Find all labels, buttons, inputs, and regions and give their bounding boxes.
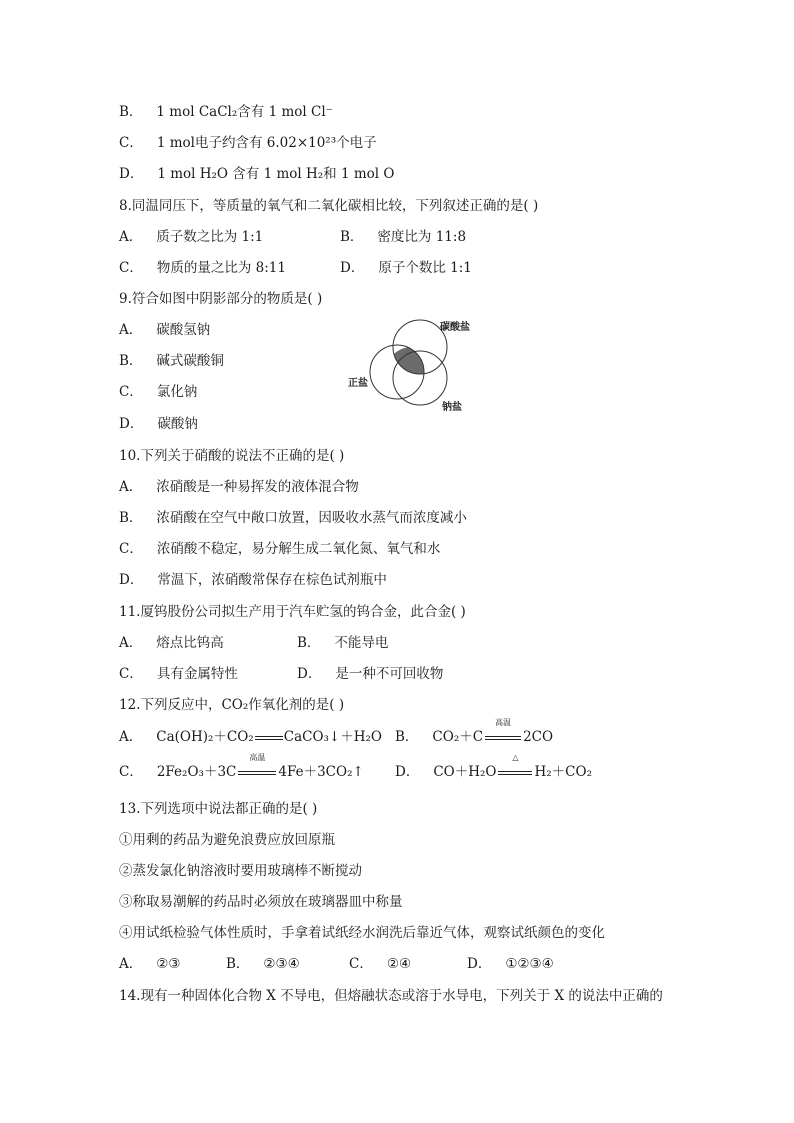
reaction-arrow (496, 753, 534, 782)
option-text: 具有金属特性 (156, 666, 238, 682)
venn-diagram (340, 316, 470, 416)
option-text: 1 mol H₂O 含有 1 mol H₂和 1 mol O (157, 166, 395, 182)
q13-statement-4: ④用试纸检验气体性质时，手拿着试纸经水润洗后靠近气体，观察试纸颜色的变化 (119, 925, 605, 941)
q10-stem: 10.下列关于硝酸的说法不正确的是( ) (119, 448, 345, 464)
option-letter: D． (119, 572, 144, 588)
q11-option-a (119, 633, 224, 653)
label-normal-salt: 正盐 (348, 378, 368, 389)
reaction-condition: 高温 (249, 753, 266, 762)
option-letter: C． (119, 384, 143, 400)
option-text: 不能导电 (334, 635, 389, 651)
option-letter: D． (297, 666, 322, 682)
label-carbonate: 碳酸盐 (440, 322, 470, 333)
option-letter: C． (119, 666, 143, 682)
q11-stem: 11.厦钨股份公司拟生产用于汽车贮氢的钨合金，此合金( ) (119, 604, 466, 620)
q9-option-b (119, 351, 224, 371)
option-text: 氯化钠 (156, 384, 198, 400)
option-letter: A． (119, 229, 143, 245)
option-text: 1 mol CaCl₂含有 1 mol Cl⁻ (156, 104, 333, 120)
option-letter: C． (349, 956, 373, 972)
reaction-condition: 高温 (495, 718, 512, 727)
equation-right: CaCO₃↓＋H₂O (283, 729, 382, 745)
option-letter: D． (119, 416, 144, 432)
q9-option-a (119, 320, 210, 340)
option-letter: B． (119, 104, 143, 120)
option-text: 物质的量之比为 8:11 (156, 260, 286, 276)
option-text: 碱式碳酸铜 (156, 353, 224, 369)
equation-left: 2Fe₂O₃＋3C (156, 764, 237, 780)
option-text: 1 mol电子约含有 6.02×10²³个电子 (156, 135, 377, 151)
equation-right: 2CO (523, 729, 554, 745)
q10-option-b (119, 508, 467, 528)
reaction-arrow (236, 753, 278, 782)
option-letter: A． (119, 322, 143, 338)
reaction-condition: △ (512, 753, 519, 762)
equation-left: Ca(OH)₂＋CO₂ (156, 729, 254, 745)
q9-option-c (119, 382, 197, 402)
option-letter: D． (467, 956, 492, 972)
option-text: ②④ (386, 956, 412, 972)
option-letter: B． (119, 510, 143, 526)
option-text: 质子数之比为 1:1 (156, 229, 264, 245)
option-text: 碳酸氢钠 (156, 322, 211, 338)
option-letter: C． (119, 541, 143, 557)
q9-option-d (119, 414, 198, 434)
option-text: ①②③④ (505, 956, 554, 972)
option-letter: A． (119, 729, 143, 745)
q13-statement-1: ①用剩的药品为避免浪费应放回原瓶 (119, 832, 335, 848)
q14-stem: 14.现有一种固体化合物 X 不导电，但熔融状态或溶于水导电，下列关于 X 的说法中正确的 (119, 988, 663, 1004)
option-text: 浓硝酸是一种易挥发的液体混合物 (156, 479, 359, 495)
option-text: 常温下，浓硝酸常保存在棕色试剂瓶中 (157, 572, 387, 588)
option-text: ②③ (156, 956, 181, 972)
option-letter: B． (119, 353, 143, 369)
q11-option-c (119, 664, 238, 684)
equation-right: 4Fe＋3CO₂↑ (278, 764, 364, 780)
q7-option-b (119, 102, 333, 122)
q9-stem: 9.符合如图中阴影部分的物质是( ) (119, 291, 323, 307)
option-letter: A． (119, 479, 143, 495)
option-text: 熔点比钨高 (156, 635, 224, 651)
option-text: 碳酸钠 (157, 416, 198, 432)
equation-left: CO＋H₂O (433, 764, 497, 780)
option-letter: D． (119, 166, 144, 182)
q7-option-d (119, 164, 394, 184)
q11-option-b (297, 633, 388, 653)
q13-option-c (349, 954, 411, 974)
q13-option-a (119, 954, 180, 974)
option-letter: D． (340, 260, 365, 276)
q11-option-d (297, 664, 443, 684)
q8-option-b (340, 227, 466, 247)
equals-sign (255, 736, 283, 740)
option-text: 浓硝酸不稳定，易分解生成二氧化氮、氧气和水 (156, 541, 441, 557)
option-letter: B． (226, 956, 250, 972)
option-letter: B． (340, 229, 364, 245)
q13-stem: 13.下列选项中说法都正确的是( ) (119, 801, 318, 817)
q10-option-a (119, 477, 359, 497)
option-text: 是一种不可回收物 (335, 666, 444, 682)
option-letter: B． (395, 729, 419, 745)
q8-option-d (340, 258, 472, 278)
option-text: 原子个数比 1:1 (378, 260, 472, 276)
q12-option-d (395, 753, 592, 782)
label-sodium-salt: 钠盐 (442, 402, 462, 413)
q13-statement-2: ②蒸发氯化钠溶液时要用玻璃棒不断搅动 (119, 863, 362, 879)
q8-option-c (119, 258, 286, 278)
option-text: ②③④ (263, 956, 300, 972)
q13-statement-3: ③称取易潮解的药品时必须放在玻璃器皿中称量 (119, 894, 403, 910)
q12-stem: 12.下列反应中，CO₂作氧化剂的是( ) (119, 697, 345, 713)
option-text: 浓硝酸在空气中敞口放置，因吸收水蒸气而浓度减小 (156, 510, 467, 526)
reaction-arrow (483, 718, 523, 747)
option-text: 密度比为 11:8 (377, 229, 467, 245)
q10-option-c (119, 539, 440, 559)
q12-option-b (395, 718, 554, 747)
q12-option-c (119, 753, 364, 782)
q13-option-b (226, 954, 300, 974)
q8-stem: 8.同温同压下，等质量的氧气和二氧化碳相比较，下列叙述正确的是( ) (119, 198, 539, 214)
q7-option-c (119, 133, 377, 153)
option-letter: A． (119, 635, 143, 651)
equation-right: H₂＋CO₂ (534, 764, 592, 780)
option-letter: A． (119, 956, 143, 972)
q10-option-d (119, 570, 387, 590)
option-letter: B． (297, 635, 321, 651)
q8-option-a (119, 227, 263, 247)
q13-option-d (467, 954, 554, 974)
option-letter: D． (395, 764, 420, 780)
option-letter: C． (119, 135, 143, 151)
option-letter: C． (119, 260, 143, 276)
option-letter: C． (119, 764, 143, 780)
q12-option-a (119, 727, 382, 747)
equation-left: CO₂＋C (432, 729, 484, 745)
